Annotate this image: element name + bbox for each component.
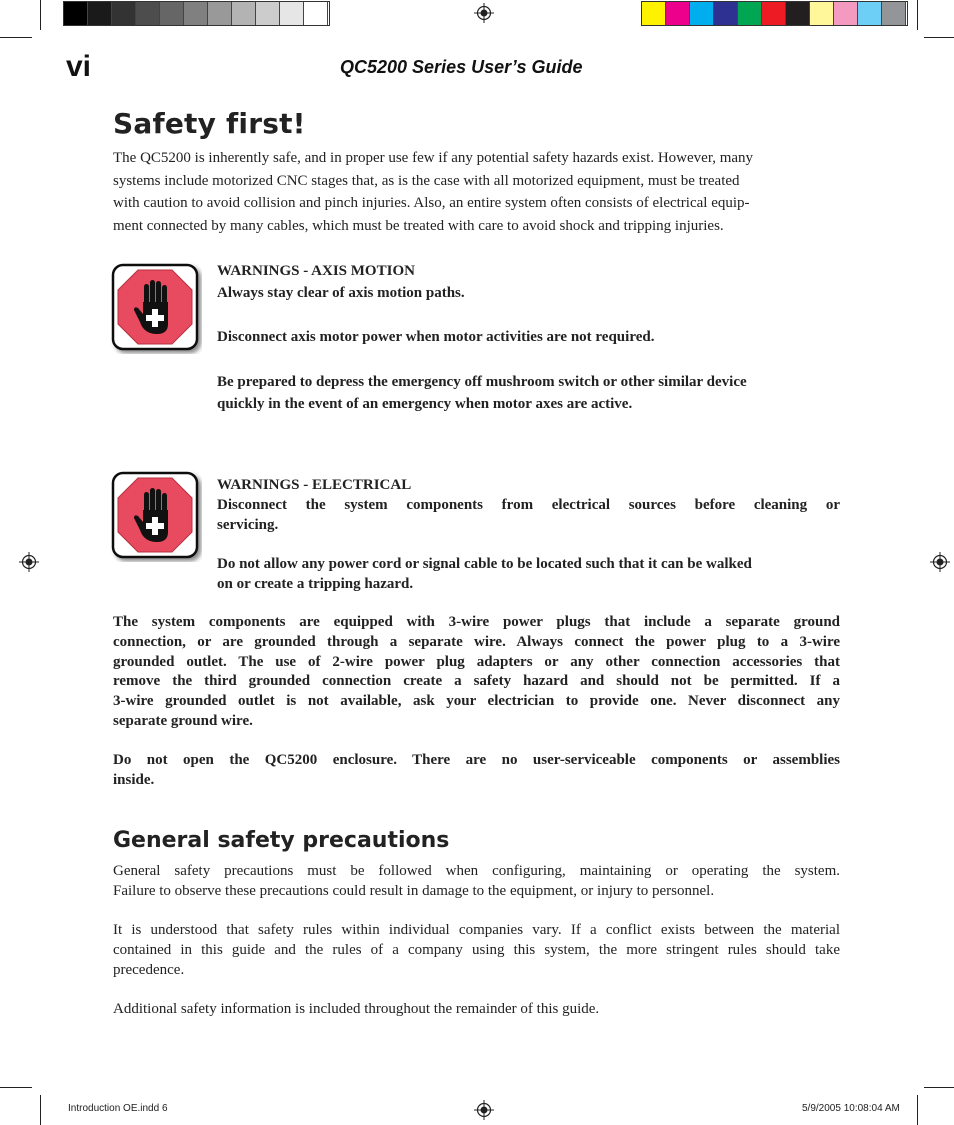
registration-mark-icon bbox=[474, 3, 494, 23]
enclosure-paragraph bbox=[113, 751, 840, 791]
crop-mark bbox=[0, 37, 32, 38]
text-line: Additional safety information is included throughout the remainder of this guide. bbox=[113, 1001, 600, 1017]
text-line: 3-wire grounded outlet is not available, ask your electrician to provide one. Never disconnect any bbox=[113, 693, 840, 710]
crop-mark bbox=[917, 0, 918, 30]
gray-swatch bbox=[232, 2, 256, 25]
text-line: Do not open the QC5200 enclosure. There are no user-serviceable components or assemblies bbox=[113, 752, 840, 768]
crop-mark bbox=[0, 1087, 32, 1088]
crop-mark bbox=[917, 1095, 918, 1125]
running-header: QC5200 Series User’s Guide bbox=[340, 57, 583, 77]
warning-title: WARNINGS - ELECTRICAL bbox=[217, 477, 412, 493]
text-line: connection, or are grounded through a separate wire. Always connect the power plug to a 3-wire bbox=[113, 633, 840, 650]
text-line: precedence. bbox=[113, 961, 185, 978]
process-color-swatch bbox=[858, 2, 882, 25]
text-line: The system components are equipped with 3-wire power plugs that include a separate ground bbox=[113, 614, 840, 630]
warning-text: quickly in the event of an emergency when motor axes are active. bbox=[217, 396, 633, 412]
gray-swatch bbox=[136, 2, 160, 25]
warning-title: WARNINGS - AXIS MOTION bbox=[217, 263, 415, 279]
process-color-bar bbox=[641, 1, 908, 26]
text-line: General safety precautions must be followed when configuring, maintaining or operating the system. bbox=[113, 863, 840, 879]
process-color-swatch bbox=[834, 2, 858, 25]
text-line: systems include motorized CNC stages that, as is the case with all motorized equipment, must be treated bbox=[113, 172, 740, 189]
warning-text: Do not allow any power cord or signal cable to be located such that it can be walked bbox=[217, 556, 752, 572]
stop-hand-warning-icon bbox=[110, 470, 202, 562]
text-line: ment connected by many cables, which must be treated with care to avoid shock and tripping injuries. bbox=[113, 217, 724, 234]
registration-mark-icon bbox=[930, 552, 950, 572]
process-color-swatch bbox=[666, 2, 690, 25]
warning-text: Disconnect the system components from electrical sources before cleaning or bbox=[217, 497, 840, 513]
process-color-swatch bbox=[714, 2, 738, 25]
section-title-safety-first: Safety first! bbox=[113, 107, 306, 140]
text-line: grounded outlet. The use of 2-wire power plug adapters or any other connection accessories that bbox=[113, 653, 840, 670]
general-paragraph-3 bbox=[113, 1000, 840, 1020]
intro-paragraph bbox=[113, 147, 840, 237]
warning-text: servicing. bbox=[217, 517, 279, 533]
text-line: contained in this guide and the rules of a company using this system, the more stringent rules should take bbox=[113, 941, 840, 958]
process-color-swatch bbox=[882, 2, 906, 25]
section-title-general-safety: General safety precautions bbox=[113, 828, 450, 853]
slug-timestamp: 5/9/2005 10:08:04 AM bbox=[802, 1103, 900, 1114]
warning-text: Always stay clear of axis motion paths. bbox=[217, 285, 465, 301]
text-line: inside. bbox=[113, 771, 155, 788]
text-line: It is understood that safety rules within individual companies vary. If a conflict exists between the material bbox=[113, 922, 840, 938]
crop-mark bbox=[40, 1095, 41, 1125]
text-line: remove the third grounded connection create a safety hazard and should not be permitted. If a bbox=[113, 673, 840, 690]
gray-swatch bbox=[280, 2, 304, 25]
gray-swatch bbox=[304, 2, 328, 25]
warning-text: Disconnect axis motor power when motor activities are not required. bbox=[217, 329, 655, 345]
process-color-swatch bbox=[738, 2, 762, 25]
warning-electrical bbox=[217, 475, 840, 594]
stop-hand-warning-icon bbox=[110, 262, 202, 354]
text-line: separate ground wire. bbox=[113, 712, 253, 729]
registration-mark-icon bbox=[19, 552, 39, 572]
warning-text: on or create a tripping hazard. bbox=[217, 576, 414, 592]
text-line: The QC5200 is inherently safe, and in proper use few if any potential safety hazards exist. However, many bbox=[113, 150, 754, 166]
grayscale-color-bar bbox=[63, 1, 330, 26]
warning-axis-motion bbox=[217, 261, 840, 415]
gray-swatch bbox=[208, 2, 232, 25]
crop-mark bbox=[924, 37, 954, 38]
gray-swatch bbox=[184, 2, 208, 25]
general-paragraph-1 bbox=[113, 862, 840, 902]
gray-swatch bbox=[64, 2, 88, 25]
process-color-swatch bbox=[642, 2, 666, 25]
gray-swatch bbox=[112, 2, 136, 25]
general-paragraph-2 bbox=[113, 921, 840, 980]
registration-mark-icon bbox=[474, 1100, 494, 1120]
gray-swatch bbox=[256, 2, 280, 25]
slug-filename: Introduction OE.indd 6 bbox=[68, 1103, 168, 1114]
text-line: with caution to avoid collision and pinch injuries. Also, an entire system often consists of electrical equip- bbox=[113, 195, 750, 211]
process-color-swatch bbox=[810, 2, 834, 25]
process-color-swatch bbox=[786, 2, 810, 25]
text-line: Failure to observe these precautions could result in damage to the equipment, or injury to personnel. bbox=[113, 882, 715, 899]
process-color-swatch bbox=[690, 2, 714, 25]
gray-swatch bbox=[160, 2, 184, 25]
gray-swatch bbox=[88, 2, 112, 25]
grounding-paragraph bbox=[113, 613, 840, 732]
page-number: vi bbox=[66, 50, 92, 83]
warning-text: Be prepared to depress the emergency off mushroom switch or other similar device bbox=[217, 374, 747, 390]
crop-mark bbox=[924, 1087, 954, 1088]
process-color-swatch bbox=[762, 2, 786, 25]
crop-mark bbox=[40, 0, 41, 30]
